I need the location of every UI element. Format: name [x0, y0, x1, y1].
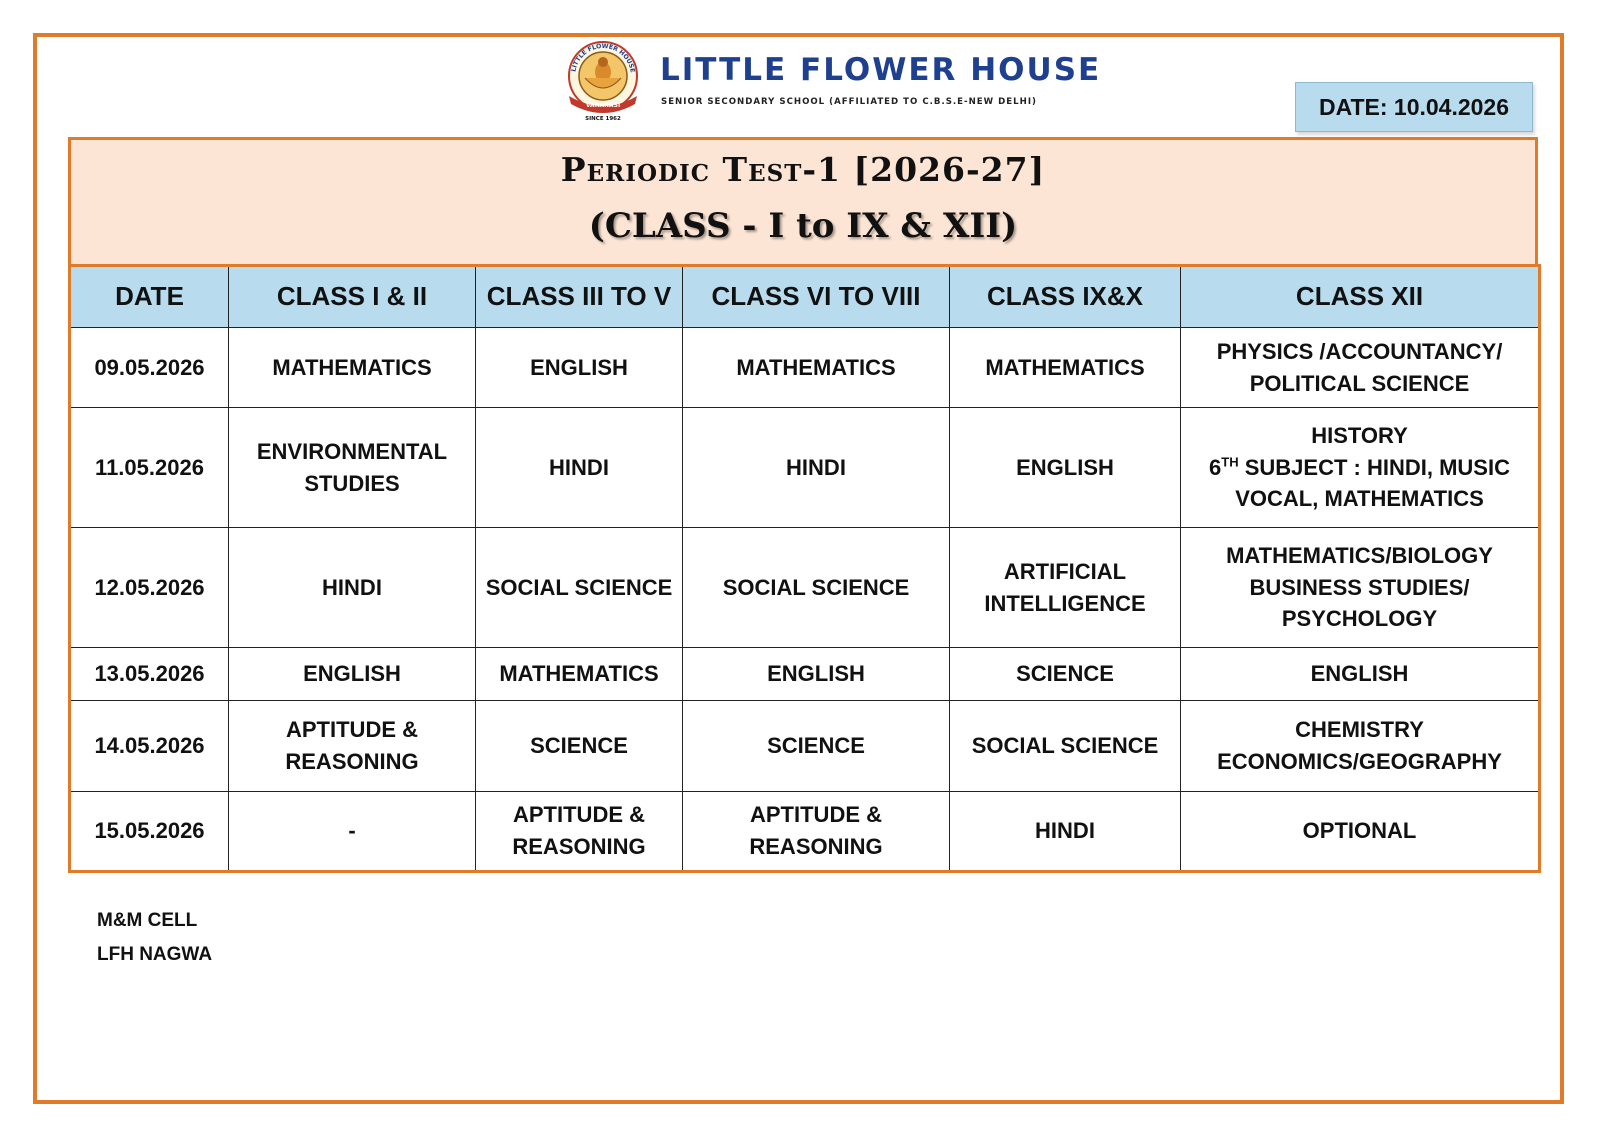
subject-line: [1187, 452, 1532, 484]
subject-line: ECONOMICS/GEOGRAPHY: [1217, 749, 1502, 774]
notice-date: DATE: 10.04.2026: [1295, 82, 1533, 132]
subject-cell: SCIENCE: [683, 701, 950, 792]
subject-cell: ENGLISH: [683, 648, 950, 701]
subject-line: INTELLIGENCE: [984, 590, 1146, 616]
subject-cell: [1181, 528, 1540, 648]
subject-line: REASONING: [749, 834, 883, 859]
subject-cell: -: [229, 792, 476, 872]
subject-line: CHEMISTRY: [1295, 717, 1424, 743]
issuer-signature: [97, 904, 212, 972]
svg-text:LITTLE FLOWER HOUSE: LITTLE FLOWER HOUSE: [570, 42, 636, 74]
svg-text:VARANASI: VARANASI: [585, 102, 621, 109]
subject-cell: MATHEMATICS: [950, 328, 1181, 408]
subject-line: BUSINESS STUDIES/: [1249, 574, 1470, 600]
subject-cell: MATHEMATICS: [476, 648, 683, 701]
exam-timetable: [68, 264, 1541, 873]
exam-date: 11.05.2026: [70, 408, 229, 528]
subject-cell: [950, 528, 1181, 648]
exam-date: 13.05.2026: [70, 648, 229, 701]
subject-line: REASONING: [512, 834, 646, 859]
table-row: [70, 328, 1540, 408]
subject-line: MATHEMATICS/BIOLOGY: [1226, 542, 1493, 568]
subject-cell: [229, 701, 476, 792]
subject-cell: OPTIONAL: [1181, 792, 1540, 872]
school-name: LITTLE FLOWER HOUSE: [660, 52, 1102, 88]
subject-cell: [683, 792, 950, 872]
column-header-class-3-5: CLASS III TO V: [476, 266, 683, 328]
subject-cell: [229, 408, 476, 528]
subject-cell: HINDI: [229, 528, 476, 648]
school-logo-emblem: [561, 38, 645, 122]
subject-cell: ENGLISH: [476, 328, 683, 408]
subject-line: PSYCHOLOGY: [1281, 606, 1438, 632]
subject-line: ENVIRONMENTAL: [256, 438, 448, 464]
exam-title: Periodic Test-1 [2026-27]: [560, 150, 1046, 189]
table-row: [70, 408, 1540, 528]
exam-date: 15.05.2026: [70, 792, 229, 872]
subject-line: ARTIFICIAL: [1003, 558, 1127, 584]
svg-text:SINCE 1962: SINCE 1962: [585, 116, 621, 122]
ordinal-number: 6: [1209, 454, 1222, 480]
subject-cell: SOCIAL SCIENCE: [683, 528, 950, 648]
column-header-class-12: CLASS XII: [1181, 266, 1540, 328]
subject-line: STUDIES: [304, 470, 400, 496]
subject-cell: [1181, 328, 1540, 408]
subject-cell: HINDI: [950, 792, 1181, 872]
class-range-title: (CLASS - I to IX & XII): [588, 206, 1018, 246]
subject-line: HISTORY: [1311, 422, 1408, 448]
subject-cell: MATHEMATICS: [683, 328, 950, 408]
ordinal-suffix: TH: [1221, 454, 1239, 470]
subject-cell: MATHEMATICS: [229, 328, 476, 408]
table-row: [70, 792, 1540, 872]
subject-line: PHYSICS /ACCOUNTANCY/: [1216, 338, 1503, 364]
exam-date: 12.05.2026: [70, 528, 229, 648]
subject-line: APTITUDE &: [286, 717, 418, 743]
subject-cell: [1181, 408, 1540, 528]
subject-cell: ENGLISH: [229, 648, 476, 701]
subject-cell: HINDI: [476, 408, 683, 528]
table-row: [70, 528, 1540, 648]
subject-cell: SOCIAL SCIENCE: [476, 528, 683, 648]
subject-cell: HINDI: [683, 408, 950, 528]
subject-cell: [476, 792, 683, 872]
subject-line: POLITICAL SCIENCE: [1249, 370, 1470, 396]
subject-cell: SOCIAL SCIENCE: [950, 701, 1181, 792]
table-row: [70, 701, 1540, 792]
issuer-branch: LFH NAGWA: [97, 944, 213, 965]
column-header-class-1-2: CLASS I & II: [229, 266, 476, 328]
table-header-row: [70, 266, 1540, 328]
exam-date: 09.05.2026: [70, 328, 229, 408]
subject-line: REASONING: [285, 749, 419, 774]
issuer-cell: M&M CELL: [97, 910, 198, 931]
column-header-class-6-8: CLASS VI TO VIII: [683, 266, 950, 328]
subject-cell: ENGLISH: [1181, 648, 1540, 701]
subject-line: VOCAL, MATHEMATICS: [1235, 486, 1484, 512]
subject-cell: ENGLISH: [950, 408, 1181, 528]
column-header-date: DATE: [70, 266, 229, 328]
title-band: [68, 137, 1538, 264]
subject-cell: SCIENCE: [476, 701, 683, 792]
subject-cell: [1181, 701, 1540, 792]
subject-line: APTITUDE &: [513, 802, 645, 828]
column-header-class-9-10: CLASS IX&X: [950, 266, 1181, 328]
school-subtitle: SENIOR SECONDARY SCHOOL (AFFILIATED TO C.B.S.E-NEW DELHI): [661, 97, 1037, 107]
subject-text: SUBJECT : HINDI, MUSIC: [1238, 454, 1510, 480]
subject-cell: SCIENCE: [950, 648, 1181, 701]
subject-line: APTITUDE &: [750, 802, 882, 828]
exam-date: 14.05.2026: [70, 701, 229, 792]
table-row: [70, 648, 1540, 701]
